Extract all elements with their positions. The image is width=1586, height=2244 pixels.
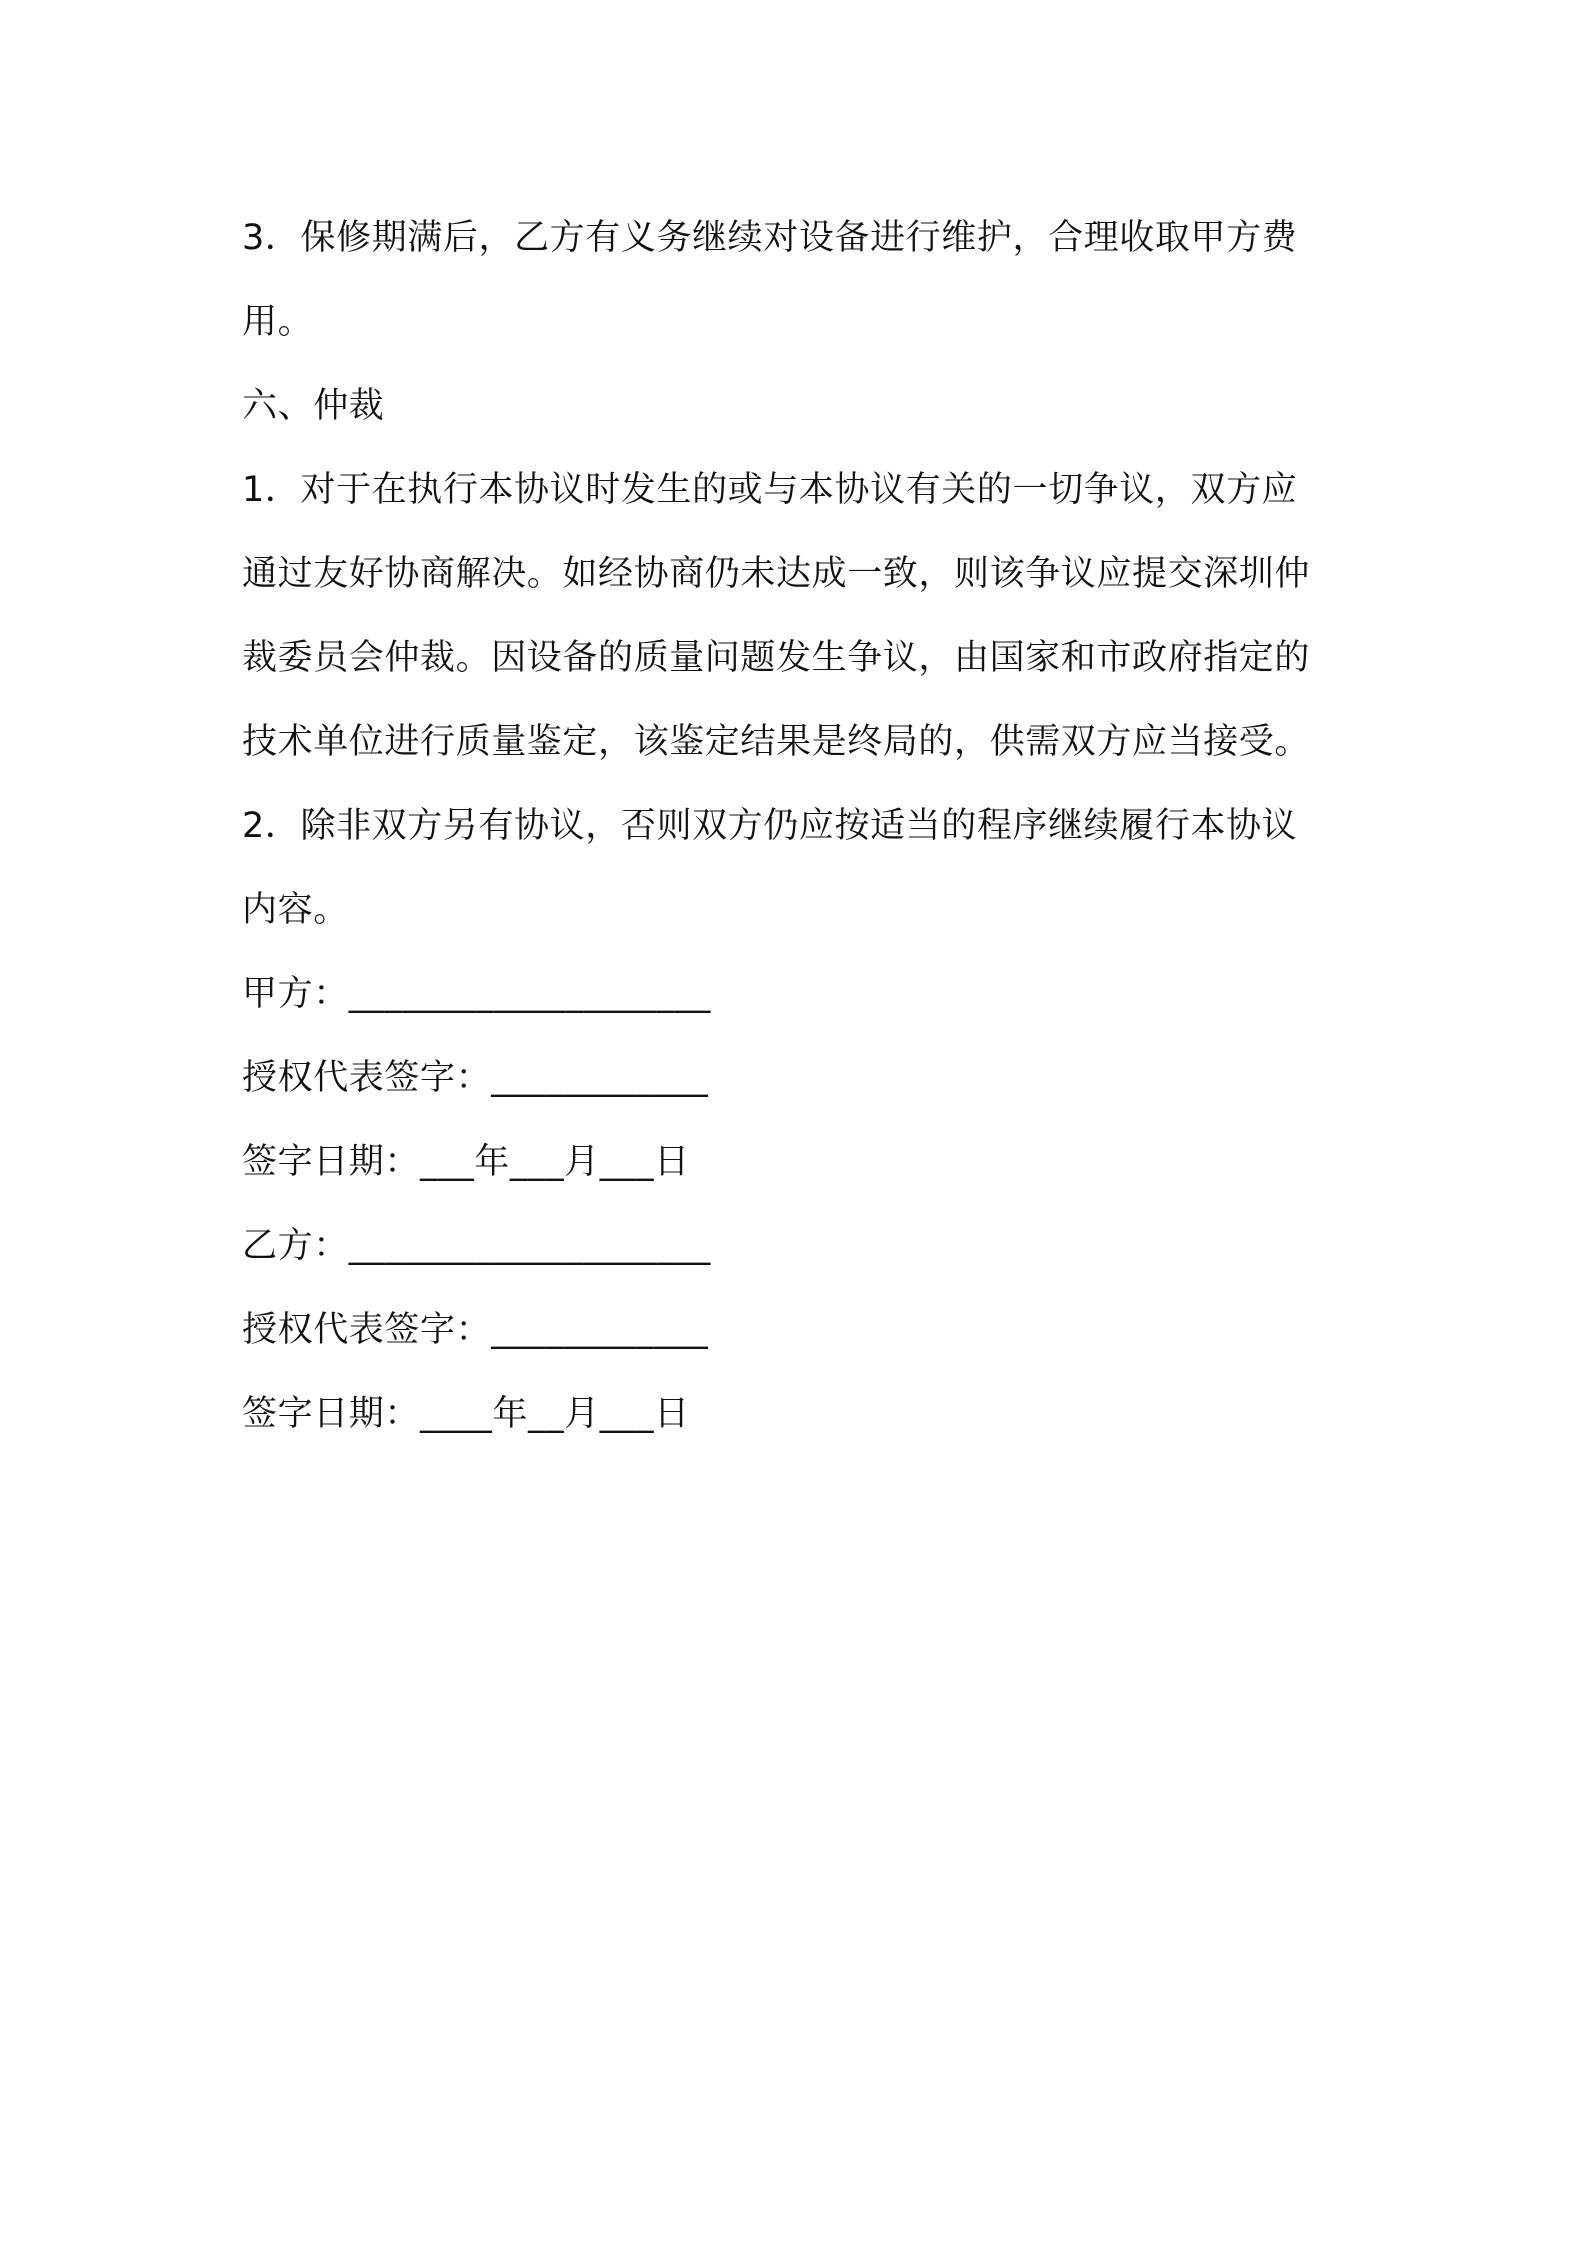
clause-5-3-line-1: 3．保修期满后，乙方有义务继续对设备进行维护，合理收取甲方费 [242,218,1298,258]
party-a-signature-line: 甲方：____________________ [242,974,711,1014]
party-b-date-line: 签字日期：____年__月___日 [242,1394,690,1434]
party-b-representative-line: 授权代表签字：____________ [242,1310,709,1350]
party-b-signature-line: 乙方：____________________ [242,1226,711,1266]
clause-6-2-line-1: 2．除非双方另有协议，否则双方仍应按适当的程序继续履行本协议 [242,806,1298,846]
party-a-date-line: 签字日期：___年___月___日 [242,1142,690,1182]
clause-6-2-line-2: 内容。 [242,890,349,930]
clause-6-1-line-4: 技术单位进行质量鉴定，该鉴定结果是终局的，供需双方应当接受。 [242,722,1311,762]
clause-6-1-line-3: 裁委员会仲裁。因设备的质量问题发生争议，由国家和市政府指定的 [242,638,1311,678]
party-a-representative-line: 授权代表签字：____________ [242,1058,709,1098]
clause-6-1-line-2: 通过友好协商解决。如经协商仍未达成一致，则该争议应提交深圳仲 [242,554,1311,594]
document-body [242,196,1362,1456]
clause-6-1-line-1: 1．对于在执行本协议时发生的或与本协议有关的一切争议，双方应 [242,470,1298,510]
section-heading-arbitration: 六、仲裁 [242,386,385,426]
clause-5-3-line-2: 用。 [242,302,314,342]
